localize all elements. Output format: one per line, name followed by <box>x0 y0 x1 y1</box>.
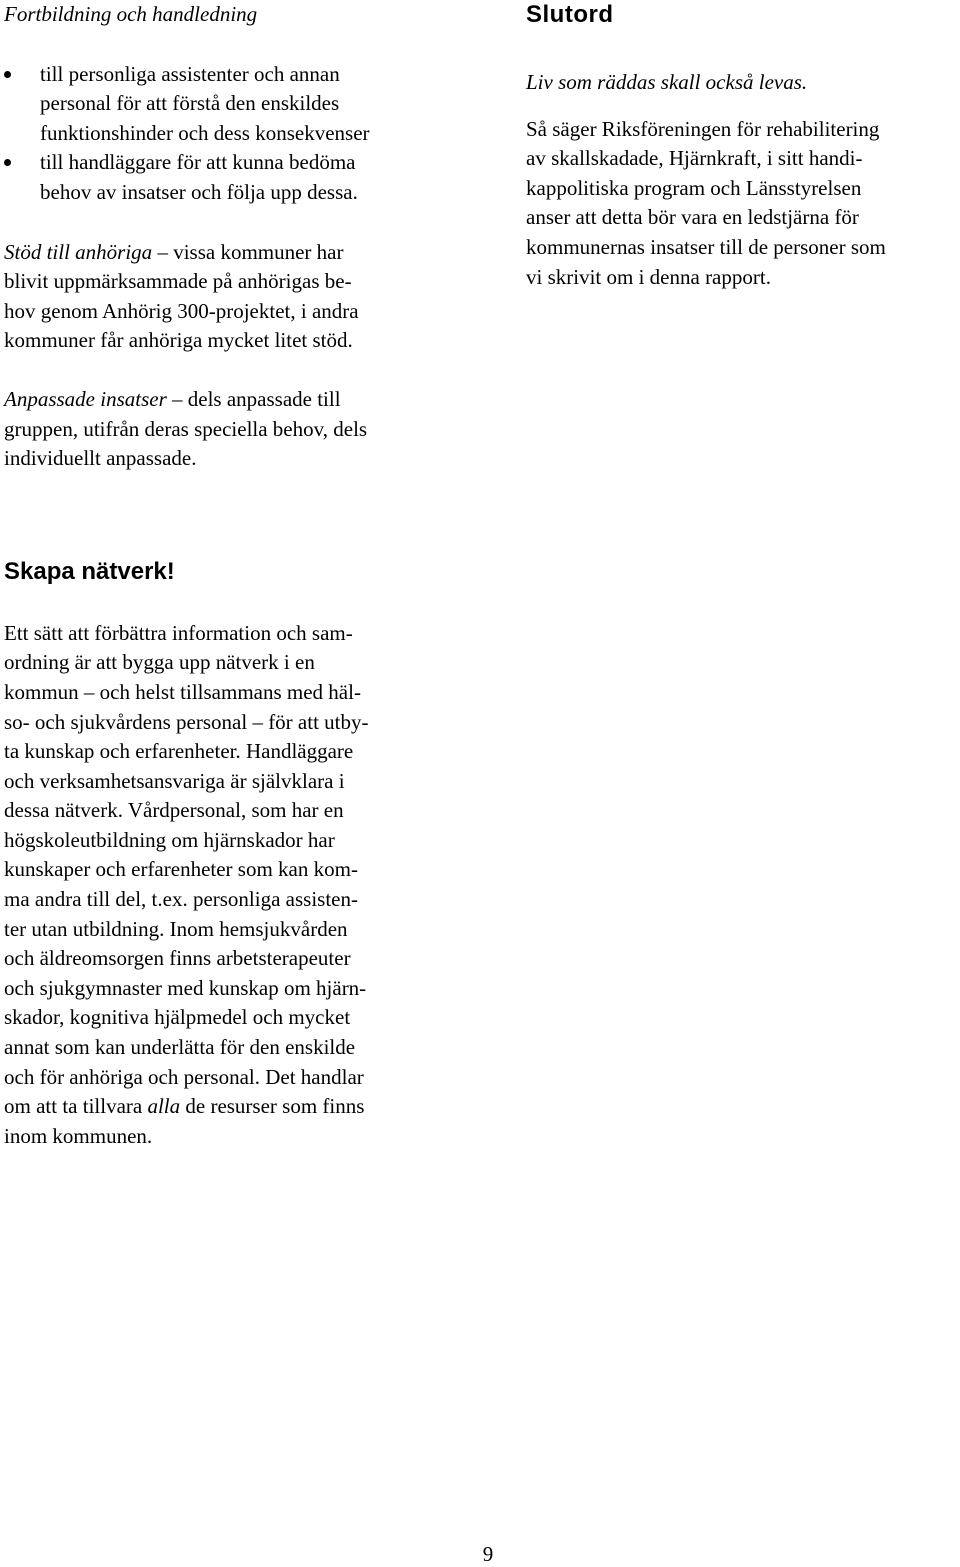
text-line: so- och sjukvårdens personal – för att utby- <box>4 709 369 734</box>
text-line: och för anhöriga och personal. Det handlar <box>4 1064 364 1089</box>
text-line: och verksamhetsansvariga är självklara i <box>4 768 345 793</box>
text-line: ordning är att bygga upp nätverk i en <box>4 650 315 675</box>
text-line <box>4 385 454 415</box>
paragraph-lead: Stöd till anhöriga <box>4 239 153 264</box>
text-line: till handläggare för att kunna bedöma <box>40 150 356 175</box>
left-column <box>4 0 454 1151</box>
paragraph-stod-till-anhoriga <box>4 238 454 356</box>
text-fragment: – vissa kommuner har <box>152 239 344 264</box>
text-line <box>4 238 454 268</box>
text-line: ter utan utbildning. Inom hemsjukvården <box>4 916 348 941</box>
text-line: blivit uppmärksammade på anhörigas be- <box>4 269 352 294</box>
text-line: kommun – och helst tillsammans med häl- <box>4 679 361 704</box>
text-line: högskoleutbildning om hjärnskador har <box>4 827 335 852</box>
text-line: Liv som räddas skall också levas. <box>526 70 808 94</box>
text-fragment: – dels anpassade till <box>166 386 341 411</box>
text-line: Ett sätt att förbättra information och sam- <box>4 620 353 645</box>
text-line: behov av insatser och följa upp dessa. <box>40 179 358 204</box>
emphasis-alla: alla <box>147 1094 181 1119</box>
bullet-dot-icon <box>4 71 11 78</box>
text-line: Så säger Riksföreningen för rehabilitering <box>526 116 880 141</box>
text-line: individuellt anpassade. <box>4 446 197 471</box>
text-line <box>4 1092 454 1122</box>
text-line: gruppen, utifrån deras speciella behov, dels <box>4 416 368 441</box>
section-label-fortbildning: Fortbildning och handledning <box>4 2 258 26</box>
text-line: kommunernas insatser till de personer som <box>526 234 886 259</box>
motto-quote <box>526 68 960 98</box>
text-line: skador, kognitiva hjälpmedel och mycket <box>4 1005 351 1030</box>
paragraph-skapa-natverk <box>4 619 454 1152</box>
heading-skapa-natverk: Skapa nätverk! <box>4 557 175 585</box>
text-line: annat som kan underlätta för den enskilde <box>4 1035 356 1060</box>
text-line: ta kunskap och erfarenheter. Handläggare <box>4 739 354 764</box>
text-line: dessa nätverk. Vårdpersonal, som har en <box>4 798 344 823</box>
text-line: vi skrivit om i denna rapport. <box>526 264 771 289</box>
text-line: funktionshinder och dess konsekvenser <box>40 120 370 145</box>
text-line: och äldreomsorgen finns arbetsterapeuter <box>4 946 351 971</box>
right-column <box>526 0 960 292</box>
page-number: 9 <box>482 1542 494 1566</box>
text-line: kappolitiska program och Länsstyrelsen <box>526 175 862 200</box>
text-fragment: om att ta tillvara <box>4 1094 148 1119</box>
bullet-list <box>4 60 454 208</box>
text-fragment: de resurser som finns <box>180 1094 365 1119</box>
text-line: hov genom Anhörig 300-projektet, i andra <box>4 298 359 323</box>
text-line: inom kommunen. <box>4 1123 153 1148</box>
text-line: och sjukgymnaster med kunskap om hjärn- <box>4 975 367 1000</box>
heading-slutord: Slutord <box>526 1 614 28</box>
paragraph-slutord <box>526 115 960 293</box>
text-line: anser att detta bör vara en ledstjärna för <box>526 205 859 230</box>
text-line: av skallskadade, Hjärnkraft, i sitt handi- <box>526 146 863 171</box>
text-line: kunskaper och erfarenheter som kan kom- <box>4 857 358 882</box>
paragraph-lead: Anpassade insatser <box>4 386 167 411</box>
paragraph-anpassade-insatser <box>4 385 454 474</box>
bullet-item <box>4 60 454 149</box>
bullet-item <box>4 148 454 207</box>
text-line: till personliga assistenter och annan <box>40 61 340 86</box>
text-line: personal för att förstå den enskildes <box>40 91 340 116</box>
text-line: ma andra till del, t.ex. personliga assisten- <box>4 887 358 912</box>
bullet-dot-icon <box>4 159 11 166</box>
text-line: kommuner får anhöriga mycket litet stöd. <box>4 328 353 353</box>
